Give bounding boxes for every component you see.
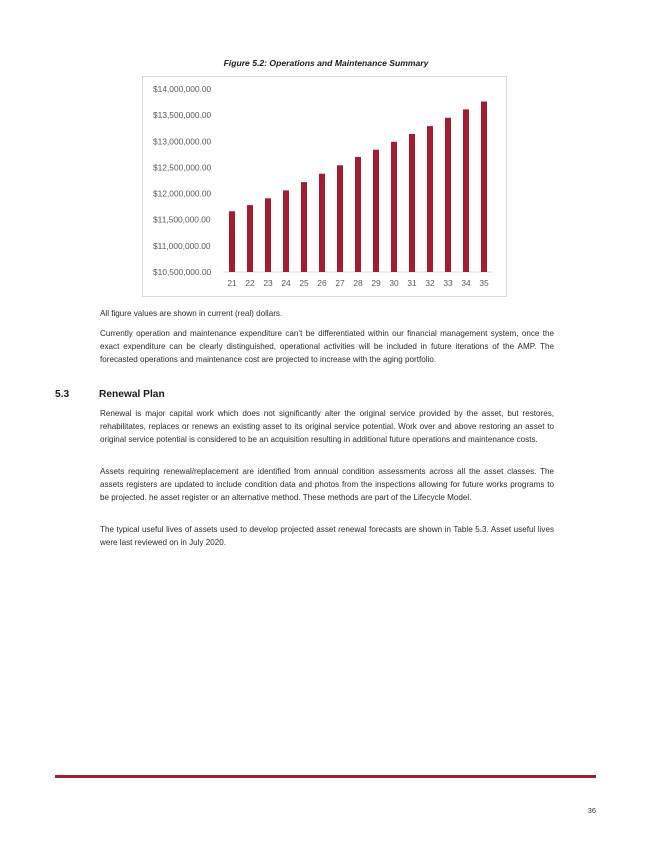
footer-divider [55, 775, 596, 778]
x-tick-label: 22 [245, 278, 255, 288]
section-title: Renewal Plan [99, 389, 165, 400]
y-tick-label: $12,000,000.00 [153, 188, 212, 199]
y-tick-label: $13,500,000.00 [153, 110, 212, 121]
chart-svg [143, 77, 506, 296]
bar-25 [301, 182, 307, 272]
x-tick-label: 34 [461, 278, 471, 288]
x-tick-label: 21 [227, 278, 237, 288]
x-tick-label: 33 [443, 278, 453, 288]
x-tick-label: 25 [299, 278, 309, 288]
x-tick-label: 26 [317, 278, 327, 288]
section-number: 5.3 [55, 389, 70, 400]
bar-26 [319, 174, 325, 272]
y-tick-label: $11,500,000.00 [153, 214, 211, 225]
bar-30 [391, 142, 397, 272]
y-tick-label: $13,000,000.00 [153, 136, 212, 147]
renewal-paragraph-2: Assets requiring renewal/replacement are identified from annual condition assessments across all the asset classes. The assets registers are updated to include condition data and photos from the inspections allowing for future works programs to be projected. he asset register or an alternative method. These methods are part of the Lifecycle Model. [100, 467, 554, 502]
x-tick-label: 27 [335, 278, 345, 288]
bar-32 [427, 126, 433, 272]
bar-28 [355, 157, 361, 272]
figure-caption: Figure 5.2: Operations and Maintenance Summary [223, 58, 429, 68]
y-tick-label: $11,000,000.00 [153, 240, 211, 251]
values-note: All figure values are shown in current (real) dollars. [100, 309, 283, 318]
x-tick-label: 30 [389, 278, 399, 288]
om-summary-chart [142, 76, 507, 297]
page-number: 36 [587, 806, 596, 815]
bar-31 [409, 134, 415, 272]
bar-27 [337, 165, 343, 272]
x-tick-label: 31 [407, 278, 417, 288]
x-tick-label: 32 [425, 278, 435, 288]
bar-34 [463, 109, 469, 272]
bar-23 [265, 198, 271, 272]
bar-29 [373, 150, 379, 272]
x-tick-label: 24 [281, 278, 291, 288]
bar-21 [229, 211, 235, 272]
renewal-paragraph-3: The typical useful lives of assets used to develop projected asset renewal forecasts are shown in Table 5.3. Asset useful lives were last reviewed on in July 2020. [100, 525, 554, 547]
x-tick-label: 29 [371, 278, 381, 288]
bar-22 [247, 205, 253, 272]
x-tick-label: 23 [263, 278, 273, 288]
x-tick-label: 28 [353, 278, 363, 288]
y-tick-label: $10,500,000.00 [153, 267, 212, 277]
om-paragraph: Currently operation and maintenance expenditure can’t be differentiated within our financial management system, once the exact expenditure can be clearly distinguished, operational activities will be included in future iterations of the AMP. The forecasted operations and maintenance cost are projected to increase with the aging portfolio. [100, 329, 554, 364]
y-tick-label: $14,000,000.00 [153, 84, 212, 94]
renewal-paragraph-1: Renewal is major capital work which does not significantly alter the original service provided by the asset, but restores, rehabilitates, replaces or renews an existing asset to its original service potential. Work over and above restoring an asset to original service potential is considered to be an acquisition resulting in additional future operations and maintenance costs. [100, 409, 554, 444]
bar-24 [283, 190, 289, 272]
y-tick-label: $12,500,000.00 [153, 162, 212, 173]
bar-33 [445, 118, 451, 272]
bar-35 [481, 102, 487, 273]
x-tick-label: 35 [479, 278, 489, 288]
section-heading [55, 389, 165, 400]
